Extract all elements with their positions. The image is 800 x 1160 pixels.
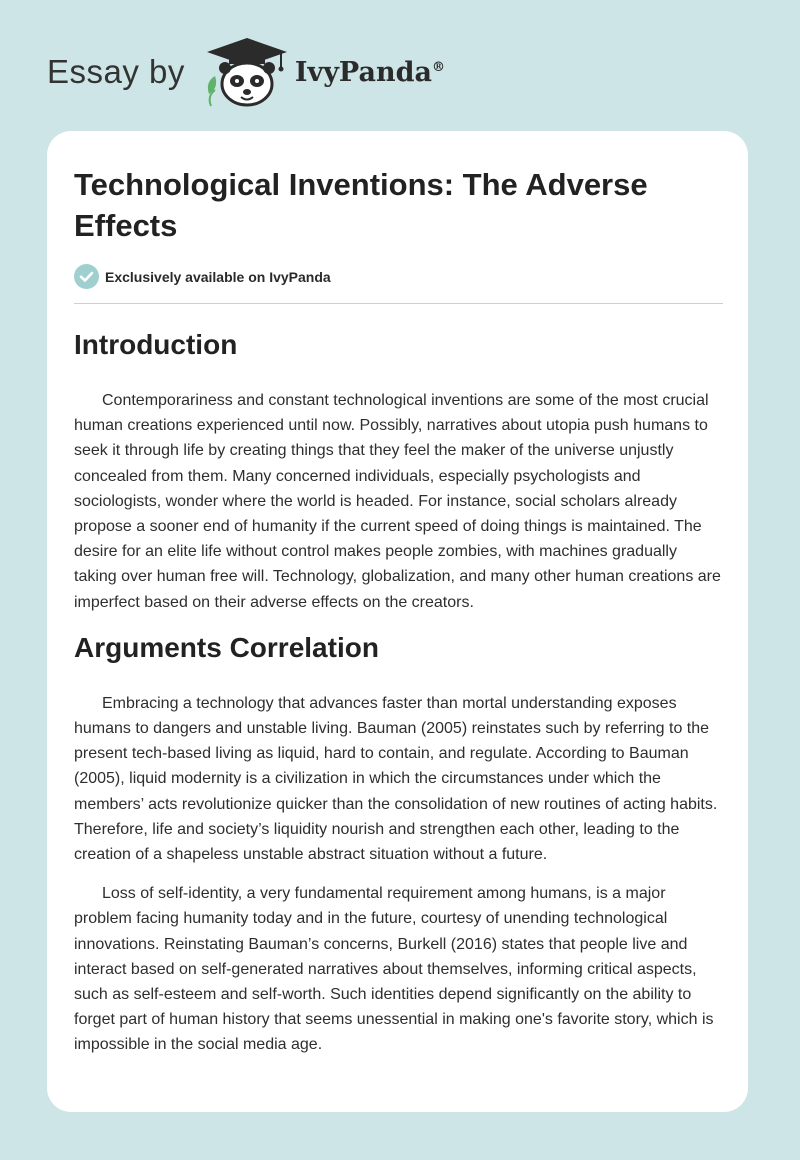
registered-mark: ® — [431, 59, 445, 75]
essay-title: Technological Inventions: The Adverse Effects — [74, 167, 648, 243]
exclusive-text: Exclusively available on IvyPanda — [105, 268, 331, 285]
section-heading-introduction: Introduction — [74, 329, 238, 360]
panda-logo-icon[interactable] — [203, 36, 291, 108]
divider — [74, 303, 723, 304]
brand-name[interactable] — [295, 57, 445, 88]
brand-header — [47, 36, 445, 108]
paragraph: Contemporariness and constant technological inventions are some of the most crucial human creations experienced until now. Possibly, narratives about utopia push humans to seek it through life by creating things that they feel the maker of the universe unjustly concealed from them. Many concerned individuals, especially psychologists and sociologists, wonder where the world is headed. For instance, social scholars already propose a sooner end of humanity if the current speed of doing things is maintained. The desire for an elite life without control makes people zombies, with machines gradually taking over human free will. Technology, globalization, and many other human creations are imperfect based on their adverse effects on the creators. — [74, 392, 721, 611]
brand-name-text[interactable]: IvyPanda — [294, 56, 432, 88]
paragraph: Loss of self-identity, a very fundamental requirement among humans, is a major problem facing humanity today and in the future, courtesy of unending technological innovations. Reinstating Bauman’s concerns, Burkell (2016) states that people live and interact based on self-generated narratives about themselves, informing critical aspects, such as self-esteem and self-worth. Such identities depend significantly on the ability to forget part of human history that seems unessential in making one's favorite story, which is impossible in the social media age. — [74, 885, 714, 1054]
essay-content — [74, 164, 724, 1058]
brand-prefix: Essay by — [47, 53, 185, 90]
section-heading-arguments-correlation: Arguments Correlation — [74, 631, 379, 663]
check-icon — [74, 264, 99, 289]
paragraph: Embracing a technology that advances faster than mortal understanding exposes humans to dangers and unstable living. Bauman (2005) reinstates such by referring to the present tech-based living as liquid, hard to contain, and regulate. According to Bauman (2005), liquid modernity is a civilization in which the circumstances under which the members’ acts revolutionize quicker than the consolidation of new routines of acting habits. Therefore, life and society’s liquidity nourish and strengthen each other, leading to the creation of a shapeless unstable abstract situation without a future. — [74, 694, 718, 864]
exclusive-badge — [74, 264, 724, 289]
essay-card — [47, 131, 748, 1112]
